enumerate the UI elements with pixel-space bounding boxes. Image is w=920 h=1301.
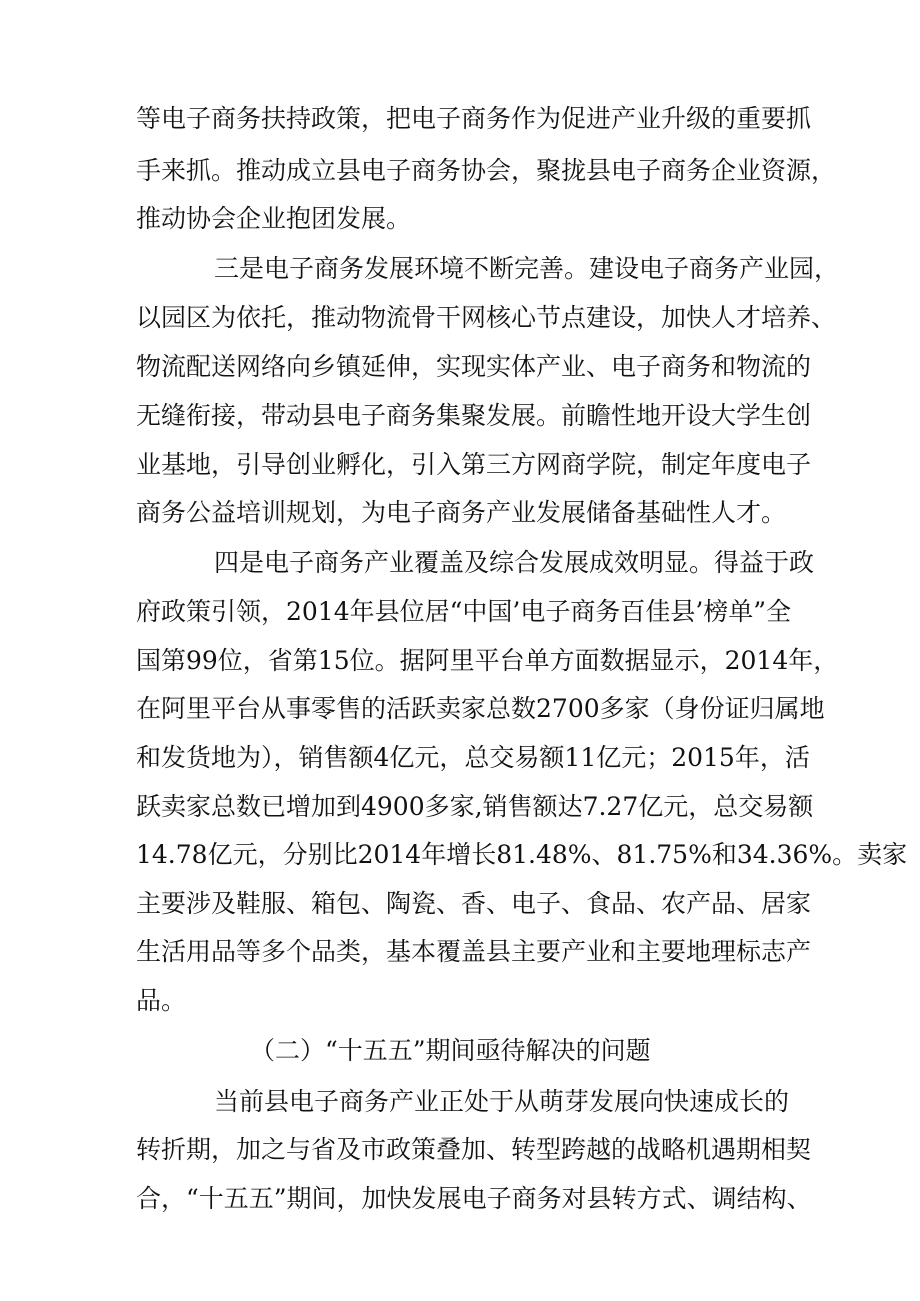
paragraph-2-line-4: 无缝衔接，带动县电子商务集聚发展。前瞻性地开设大学生创 xyxy=(136,401,812,430)
paragraph-3-line-10: 品。 xyxy=(136,986,187,1015)
paragraph-2-line-1: 三是电子商务发展环境不断完善。建设电子商务产业园， xyxy=(214,254,840,283)
paragraph-2-line-6: 商务公益培训规划，为电子商务产业发展储备基础性人才。 xyxy=(136,498,787,527)
paragraph-3-line-5: 和发货地为），销售额4亿元，总交易额11亿元；2015年，活 xyxy=(136,743,810,772)
paragraph-1-line-1: 等电子商务扶持政策，把电子商务作为促进产业升级的重要抓 xyxy=(136,104,812,133)
paragraph-3-line-1: 四是电子商务产业覆盖及综合发展成效明显。得益于政 xyxy=(214,548,815,577)
paragraph-1-line-2: 手来抓。推动成立县电子商务协会，聚拢县电子商务企业资源， xyxy=(136,156,837,185)
paragraph-3-line-3: 国第99位，省第15位。据阿里平台单方面数据显示，2014年， xyxy=(136,646,839,675)
paragraph-4-line-1: 当前县电子商务产业正处于从萌芽发展向快速成长的 xyxy=(214,1087,790,1116)
paragraph-4-line-2: 转折期，加之与省及市政策叠加、转型跨越的战略机遇期相契 xyxy=(136,1135,812,1164)
paragraph-2-line-2: 以园区为依托，推动物流骨干网核心节点建设，加快人才培养、 xyxy=(136,303,837,332)
paragraph-3-line-7: 14.78亿元，分别比2014年增长81.48%、81.75%和34.36%。卖家 xyxy=(136,840,908,869)
paragraph-4-line-3: 合，“十五五”期间，加快发展电子商务对县转方式、调结构、 xyxy=(136,1184,812,1213)
paragraph-2-line-5: 业基地，引导创业孵化，引入第三方网商学院，制定年度电子 xyxy=(136,450,812,479)
paragraph-3-line-8: 主要涉及鞋服、箱包、陶瓷、香、电子、食品、农产品、居家 xyxy=(136,889,812,918)
paragraph-2-line-3: 物流配送网络向乡镇延伸，实现实体产业、电子商务和物流的 xyxy=(136,352,812,381)
section-heading: （二）“十五五”期间亟待解决的问题 xyxy=(250,1036,651,1065)
paragraph-3-line-6: 跃卖家总数已增加到4900多家,销售额达7.27亿元，总交易额 xyxy=(136,792,814,821)
paragraph-3-line-9: 生活用品等多个品类，基本覆盖县主要产业和主要地理标志产 xyxy=(136,937,812,966)
paragraph-3-line-2: 府政策引领，2014年县位居“中国’电子商务百佳县’榜单”全 xyxy=(136,597,792,626)
paragraph-3-line-4: 在阿里平台从事零售的活跃卖家总数2700多家（身份证归属地 xyxy=(136,694,825,723)
paragraph-1-line-3: 推动协会企业抱团发展。 xyxy=(136,204,412,233)
